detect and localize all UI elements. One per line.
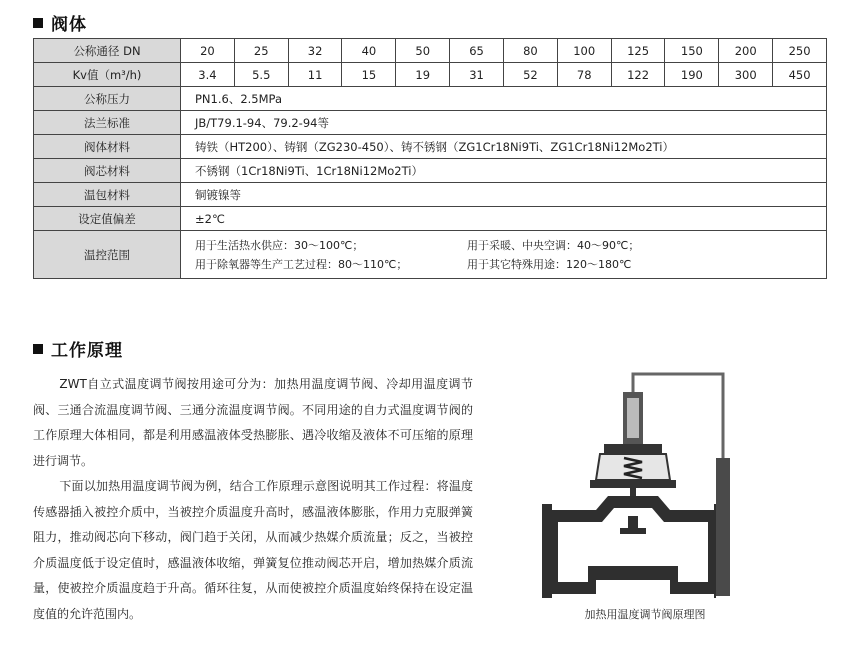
table-row bbox=[34, 111, 827, 135]
row-label-core-material: 阀芯材料 bbox=[34, 159, 181, 183]
row-label-bulb-material: 温包材料 bbox=[34, 183, 181, 207]
dn-cell: 150 bbox=[665, 39, 719, 63]
bonnet-flange bbox=[590, 480, 676, 488]
row-label-flange: 法兰标准 bbox=[34, 111, 181, 135]
kv-cell: 52 bbox=[503, 63, 557, 87]
core-material-value: 不锈钢（1Cr18Ni9Ti、1Cr18Ni12Mo2Ti） bbox=[181, 159, 827, 183]
dn-cell: 200 bbox=[719, 39, 773, 63]
row-label-pressure: 公称压力 bbox=[34, 87, 181, 111]
dn-cell: 32 bbox=[288, 39, 342, 63]
table-row bbox=[34, 231, 827, 279]
deviation-value: ±2℃ bbox=[181, 207, 827, 231]
row-label-dn: 公称通径 DN bbox=[34, 39, 181, 63]
row-label-body-material: 阀体材料 bbox=[34, 135, 181, 159]
dn-cell: 25 bbox=[234, 39, 288, 63]
actuator-rod bbox=[627, 398, 639, 438]
temp-range-cell bbox=[181, 231, 827, 279]
body-material-value: 铸铁（HT200）、铸钢（ZG230-450）、铸不锈钢（ZG1Cr18Ni9Ti、ZG1Cr18Ni12Mo2Ti） bbox=[181, 135, 827, 159]
principle-heading: 工作原理 bbox=[33, 336, 123, 361]
temp-range-grid bbox=[195, 237, 826, 272]
dn-cell: 40 bbox=[342, 39, 396, 63]
temperature-bulb bbox=[716, 458, 730, 596]
table-row bbox=[34, 87, 827, 111]
kv-cell: 3.4 bbox=[181, 63, 235, 87]
temp-range-item: 用于其它特殊用途：120～180℃ bbox=[467, 258, 632, 271]
kv-cell: 19 bbox=[396, 63, 450, 87]
kv-cell: 15 bbox=[342, 63, 396, 87]
inlet-flange bbox=[542, 504, 552, 598]
kv-cell: 190 bbox=[665, 63, 719, 87]
principle-paragraph: 下面以加热用温度调节阀为例，结合工作原理示意图说明其工作过程：将温度传感器插入被控介质中，当被控介质温度升高时，感温液体膨胀，作用力克服弹簧阻力，推动阀芯向下移动，阀门趋于关闭，从而减少热媒介质流量；反之，当被控介质温度低于设定值时，感温液体收缩，弹簧复位推动阀芯开启，增加热媒介质流量，使被控介质温度趋于升高。循环往复，从而使被控介质温度始终保持在设定温度值的允许范围内。 bbox=[33, 479, 473, 621]
temp-range-item: 用于除氧器等生产工艺过程：80～110℃； bbox=[195, 258, 408, 271]
flange-value: JB/T79.1-94、79.2-94等 bbox=[181, 111, 827, 135]
table-row bbox=[34, 135, 827, 159]
row-label-temp-range: 温控范围 bbox=[34, 231, 181, 279]
table-row bbox=[34, 207, 827, 231]
valve-principle-diagram bbox=[520, 358, 750, 598]
bulb-material-value: 铜镀镍等 bbox=[181, 183, 827, 207]
kv-cell: 300 bbox=[719, 63, 773, 87]
diagram-caption: 加热用温度调节阀原理图 bbox=[584, 608, 706, 621]
dn-cell: 80 bbox=[503, 39, 557, 63]
kv-cell: 450 bbox=[773, 63, 827, 87]
square-bullet-icon bbox=[33, 18, 43, 28]
temp-range-item: 用于生活热水供应：30～100℃； bbox=[195, 239, 364, 252]
kv-cell: 11 bbox=[288, 63, 342, 87]
kv-cell: 78 bbox=[557, 63, 611, 87]
dn-cell: 65 bbox=[450, 39, 504, 63]
temp-range-item: 用于采暖、中央空调：40～90℃； bbox=[467, 239, 640, 252]
row-label-deviation: 设定值偏差 bbox=[34, 207, 181, 231]
table-row bbox=[34, 63, 827, 87]
dn-cell: 250 bbox=[773, 39, 827, 63]
principle-paragraph: ZWT自立式温度调节阀按用途可分为：加热用温度调节阀、冷却用温度调节阀、三通合流温度调节阀、三通分流温度调节阀。不同用途的自力式温度调节阀的工作原理大体相同，都是利用感温液体受热膨胀、遇冷收缩及液体不可压缩的原理进行调节。 bbox=[33, 377, 473, 468]
principle-text bbox=[33, 372, 473, 627]
spec-table bbox=[33, 38, 827, 279]
table-row bbox=[34, 183, 827, 207]
kv-cell: 5.5 bbox=[234, 63, 288, 87]
dn-cell: 125 bbox=[611, 39, 665, 63]
valve-plug bbox=[628, 516, 638, 530]
valve-body-heading: 阀体 bbox=[33, 10, 87, 35]
dn-cell: 20 bbox=[181, 39, 235, 63]
dn-cell: 50 bbox=[396, 39, 450, 63]
table-row bbox=[34, 39, 827, 63]
outlet-flange bbox=[714, 504, 716, 598]
table-row bbox=[34, 159, 827, 183]
row-label-kv: Kv值（m³/h) bbox=[34, 63, 181, 87]
pressure-value: PN1.6、2.5MPa bbox=[181, 87, 827, 111]
dn-cell: 100 bbox=[557, 39, 611, 63]
square-bullet-icon bbox=[33, 344, 43, 354]
bonnet-top bbox=[604, 444, 662, 454]
kv-cell: 31 bbox=[450, 63, 504, 87]
kv-cell: 122 bbox=[611, 63, 665, 87]
